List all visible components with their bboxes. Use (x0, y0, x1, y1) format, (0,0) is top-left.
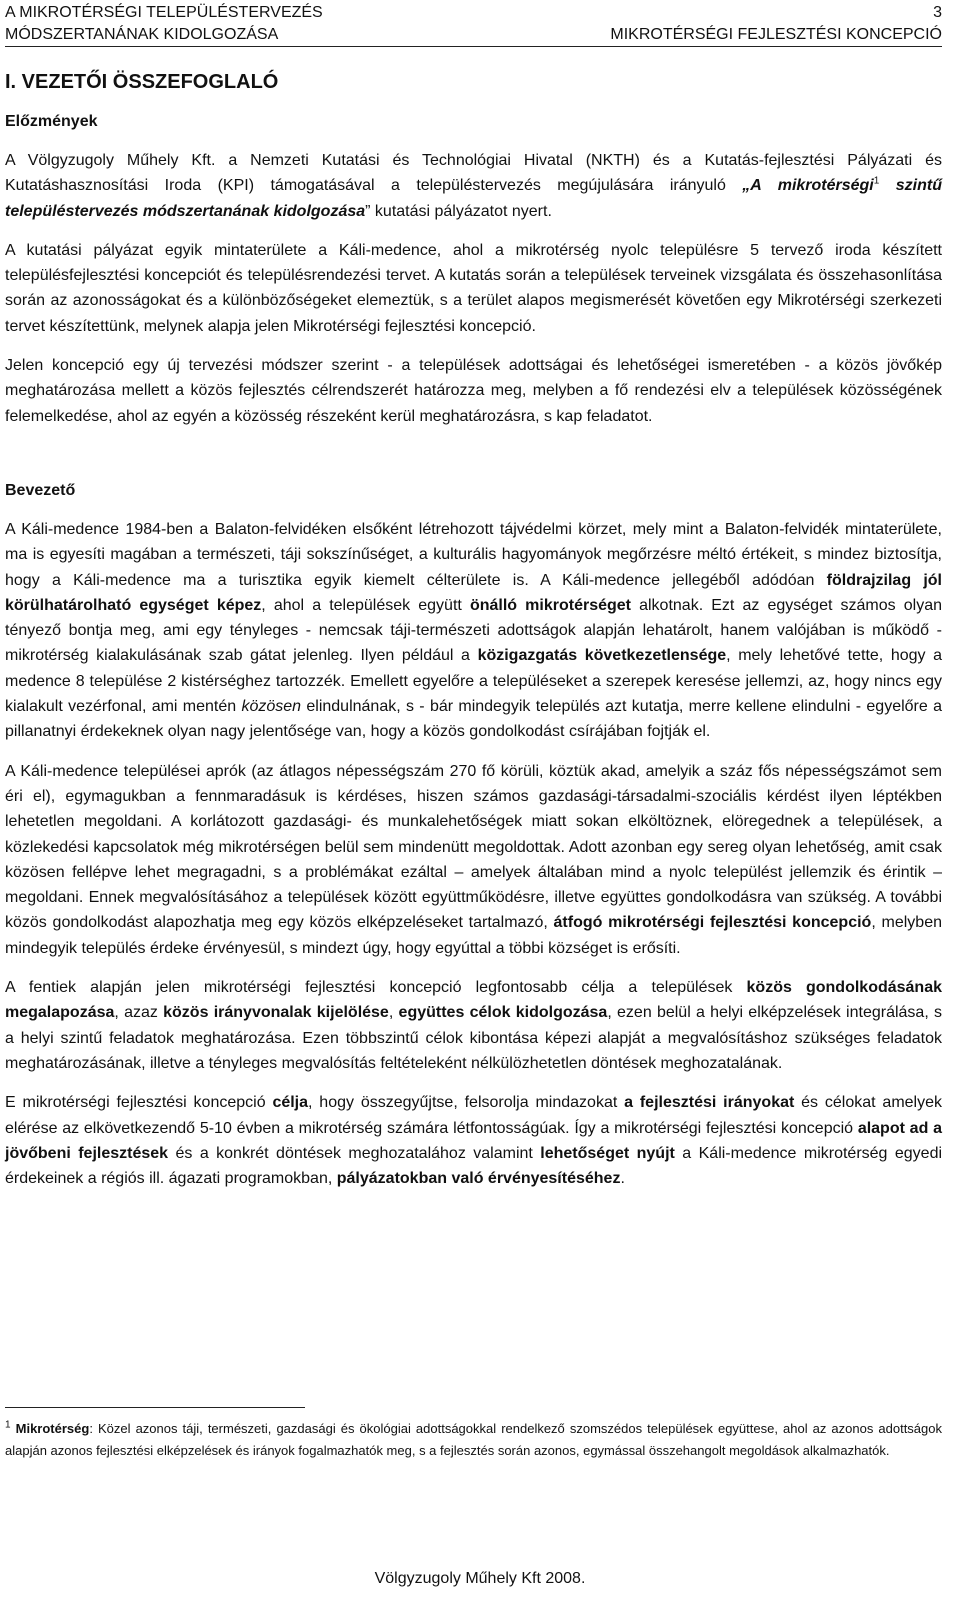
header-title-line2: MÓDSZERTANÁNAK KIDOLGOZÁSA (5, 26, 279, 43)
header-title-line1: A MIKROTÉRSÉGI TELEPÜLÉSTERVEZÉS (5, 4, 323, 21)
text-run: , melyben mindegyik település érdeke érvényesül, s mindezt úgy, hogy egyúttal a többi községet is erősíti. (5, 914, 942, 957)
bold-phrase: pályázatokban való érvényesítéséhez (336, 1170, 621, 1188)
bold-phrase: alapot ad a jövőbeni fejlesztések (5, 1119, 943, 1162)
project-title-bold: „A mikrotérségi (742, 177, 874, 195)
text-run: alkotnak. Ezt az egységet számos olyan tényező bontja meg, ami egy tényleges - nemcsak táji-természeti adottságok alapján lehatárolt, hanem valójában is működő - mikrotérség kialakulásának szab gátat jelenleg. Ilyen például a (5, 596, 943, 665)
text-run: ” kutatási pályázatot nyert. (365, 202, 552, 220)
heading-bevezeto: Bevezető (5, 481, 76, 499)
paragraph-elozmenyek-2: A kutatási pályázat egyik mintaterülete a Káli-medence, ahol a mikrotérség nyolc településre 5 tervező iroda készített településfejlesztési koncepciót és településrendezési tervet. A kutatás során a települések terveinek vizsgálata és összehasonlítása során az azonosságokat és a különbözőségeket elemeztük, s a terület alapos megismerését követően egy Mikrotérségi szerkezeti tervet készítettünk, melynek alapja jelen Mikrotérségi fejlesztési koncepció. (5, 241, 942, 335)
document-body (5, 68, 942, 1205)
project-title-bold: szintű településtervezés módszertanának kidolgozása (5, 177, 942, 220)
text-run: A Káli-medence települései aprók (az átlagos népességszám 270 fő körüli, köztük akad, amelyik a száz fős népességszámot sem éri el), egymagukban a fennmaradásuk is kérdéses, hiszen számos gazdasági-társadalmi-szociális kérdést ilyen léptékben lehetetlen megoldani. A korlátozott gazdasági- és munkalehetőségek miatt sokan elköltöznek, elöregednek a települések, a közlekedési kapcsolatok még mikrotérségen belül sem mindenütt megoldottak. Adott azonban egy sereg olyan lehetőség, amit csak közösen fellépve lehet megragadni, s a problémákat ezáltal – amelyek általában mind a nyolc települést jellemzik és érintik – megoldani. Ennek megvalósításához a települések között együttműködésre, illetve együttes gondolkodásra van szükség. A további közös gondolkodást alapozhatja meg egy közös elképzeléseket tartalmazó, (5, 762, 942, 932)
text-run: . (620, 1170, 625, 1188)
text-run: , hogy összegyűjtse, felsorolja mindazokat (308, 1094, 625, 1112)
text-run: A Völgyzugoly Műhely Kft. a Nemzeti Kutatási és Technológiai Hivatal (NKTH) és a Kutatás-fejlesztési Pályázati és Kutatáshasznosítási Iroda (KPI) támogatásával a településtervezés megújulására irányuló (5, 152, 942, 195)
text-run: és célokat amelyek elérése az elkövetkezendő 5-10 évben a mikrotérség számára létfontosságúak. Így a mikrotérségi fejlesztési koncepció (5, 1094, 942, 1137)
paragraph-bevezeto-2 (5, 759, 942, 961)
footnote-number: 1 (5, 1419, 11, 1431)
text-run: , (388, 1004, 399, 1022)
page-footer: Völgyzugoly Műhely Kft 2008. (374, 1570, 586, 1587)
header-document-title: MIKROTÉRSÉGI FEJLESZTÉSI KONCEPCIÓ (610, 26, 942, 43)
footnote-text: : Közel azonos táji, természeti, gazdasági és ökológiai adottságokkal rendelkező szomszédos települések együttese, ahol az azonos adottságok alapján azonos fejlesztési elképzelések és irányok fogalmazhatók meg, s a fejlesztés során azonos, egymással összehangolt megoldások alkalmazhatók. (5, 1421, 942, 1458)
text-run: , ezen belül a helyi elképzelések integrálása, s a helyi szintű feladatok meghatározása. Ezen többszintű célok kibontása képezi alapját a megvalósításhoz szükséges feladatok meghatározásának, illetve a tényleges megvalósítás feltételeként nélkülözhetetlen döntések meghozatalának. (5, 1004, 943, 1072)
footnote-divider (5, 1407, 305, 1408)
footnote-ref[interactable]: 1 (873, 175, 880, 187)
bold-phrase: a fejlesztési irányokat (624, 1094, 795, 1112)
page-number: 3 (933, 4, 942, 21)
heading-elozmenyek: Előzmények (5, 113, 98, 130)
paragraph-bevezeto-4 (5, 1090, 942, 1191)
paragraph-bevezeto-3 (5, 975, 942, 1076)
bold-phrase: célja (272, 1094, 309, 1112)
paragraph-bevezeto-1 (5, 517, 942, 745)
text-run: , mely lehetővé tette, hogy a medence 8 települése 2 kistérséghez tartozzék. Emellett egyelőre a településeket a szerepek keresése jellemzi, az, hogy nincs egy kialakult vezérfonal, ami mentén (5, 647, 943, 716)
page-header (5, 2, 942, 46)
text-run: , ahol a települések együtt (261, 596, 470, 614)
section-title: I. VEZETŐI ÖSSZEFOGLALÓ (5, 71, 279, 93)
paragraph-elozmenyek-1 (5, 148, 942, 224)
header-divider (5, 46, 942, 47)
bold-phrase: közigazgatás következetlensége (477, 647, 727, 665)
text-run: A fentiek alapján jelen mikrotérségi fejlesztési koncepció legfontosabb célja a települések (5, 979, 747, 997)
bold-phrase: közös gondolkodásának megalapozása (5, 979, 943, 1022)
bold-phrase: közös irányvonalak kijelölése (163, 1004, 389, 1022)
italic-phrase: közösen (241, 698, 302, 716)
bold-phrase: lehetőséget nyújt (540, 1144, 675, 1162)
paragraph-elozmenyek-3: Jelen koncepció egy új tervezési módszer szerint - a települések adottságai és lehetőségei ismeretében - a közös jövőkép meghatározása mellett a közös fejlesztés célrendszerét határozza meg, melyben a fő rendezési elv a települések közösségének felemelkedése, ahol az egyén a közösség részeként kerül meghatározásra, s kap feladatot. (5, 357, 942, 425)
text-run: A Káli-medence 1984-ben a Balaton-felvidéken elsőként létrehozott tájvédelmi körzet, mely mint a Balaton-felvidék mintaterülete, ma is egyesíti magában a természeti, táji sokszínűséget, a kulturális hagyományok megőrzésre méltó értékeit, s mindez biztosítja, hogy a Káli-medence ma a turisztika egyik kiemelt célterülete is. A Káli-medence jellegéből adódóan (5, 520, 942, 589)
text-run: E mikrotérségi fejlesztési koncepció (5, 1094, 273, 1112)
footnote-term: Mikrotérség (15, 1421, 90, 1436)
bold-phrase: földrajzilag jól körülhatárolható egységet képez (5, 571, 943, 614)
text-run: elindulnának, s - bár mindegyik település azt kutatja, merre kellene elindulni - egyelőre a pillanatnyi érdekeknek olyan nagy jelentősége van, hogy a közös gondolkodást csírájában fojtják el. (5, 698, 942, 741)
footnote (5, 1418, 942, 1462)
bold-phrase: együttes célok kidolgozása (398, 1004, 608, 1022)
bold-phrase: önálló mikrotérséget (469, 596, 631, 614)
text-run: a Káli-medence mikrotérség egyedi érdekeinek a régiós ill. ágazati programokban, (5, 1144, 943, 1188)
text-run: , azaz (114, 1004, 164, 1022)
bold-phrase: átfogó mikrotérségi fejlesztési koncepció (553, 914, 872, 932)
text-run: és a konkrét döntések meghozatalához valamint (168, 1144, 541, 1162)
